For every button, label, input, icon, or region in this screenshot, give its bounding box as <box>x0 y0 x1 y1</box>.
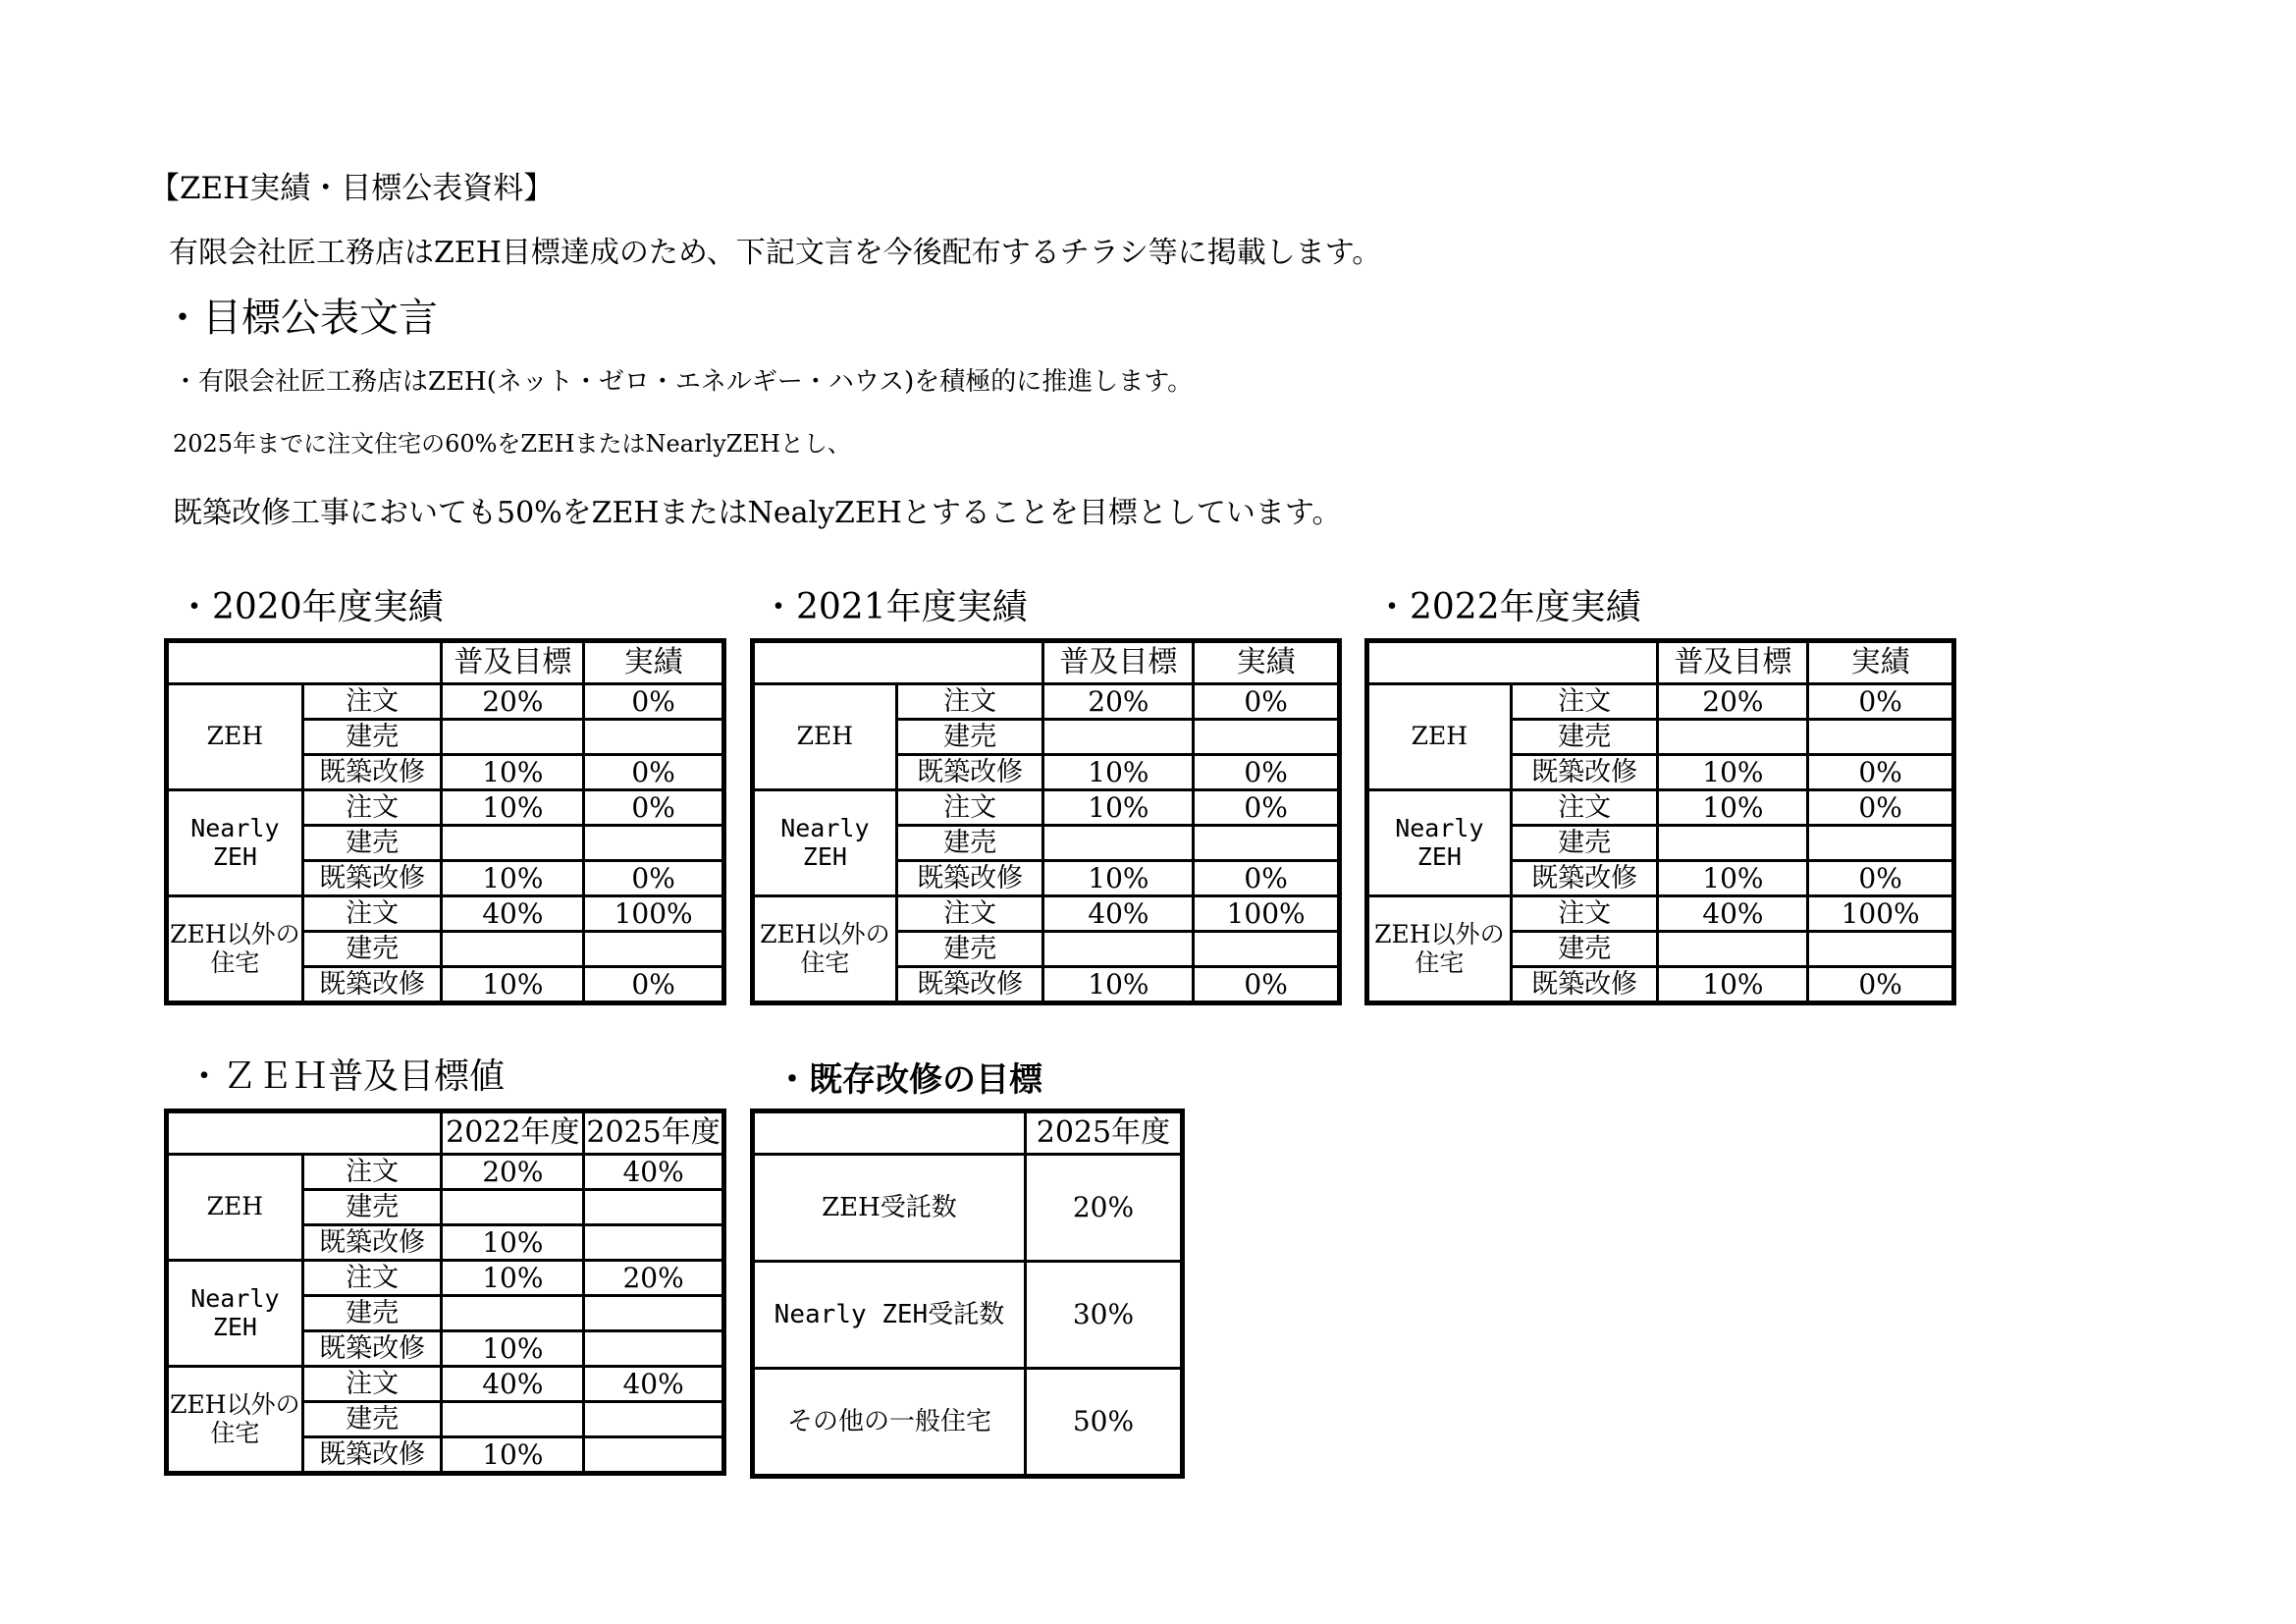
actual-cell <box>1194 826 1340 861</box>
row-type: 建売 <box>896 932 1043 967</box>
target-cell: 10% <box>442 790 584 826</box>
target-cell: 10% <box>1043 967 1194 1003</box>
actual-cell: 0% <box>1808 755 1954 790</box>
actual-cell: 0% <box>1194 684 1340 720</box>
row-type: 既築改修 <box>302 755 442 790</box>
row-label: Nearly ZEH受託数 <box>753 1262 1026 1369</box>
header-col-1: 2022年度 <box>442 1111 584 1155</box>
actual-cell: 0% <box>1808 967 1954 1003</box>
target-cell: 10% <box>1658 861 1808 896</box>
actual-cell: 40% <box>584 1367 724 1402</box>
row-value: 50% <box>1025 1369 1182 1477</box>
row-type: 建売 <box>302 826 442 861</box>
row-type: 既築改修 <box>896 755 1043 790</box>
target-cell: 10% <box>442 1331 584 1367</box>
row-type: 注文 <box>1511 790 1658 826</box>
row-type: 既築改修 <box>1511 861 1658 896</box>
goal-line-1: ・有限会社匠工務店はZEH(ネット・ゼロ・エネルギー・ハウス)を積極的に推進します。 <box>173 367 1194 397</box>
row-type: 既築改修 <box>896 861 1043 896</box>
actual-cell <box>1808 826 1954 861</box>
target-cell: 10% <box>1043 790 1194 826</box>
header-col-2: 実績 <box>584 641 724 684</box>
table-row <box>753 896 1340 932</box>
row-type: 建売 <box>302 720 442 755</box>
header-blank <box>167 641 442 684</box>
actual-cell <box>584 932 724 967</box>
document-title: 【ZEH実績・目標公表資料】 <box>149 171 555 206</box>
row-type: 建売 <box>1511 720 1658 755</box>
results-table-2022 <box>1364 638 1956 1005</box>
target-cell: 10% <box>1658 790 1808 826</box>
table-row <box>167 684 724 720</box>
target-cell: 40% <box>442 1367 584 1402</box>
group-label: ZEH以外の 住宅 <box>753 896 897 1003</box>
table-row <box>1367 896 1954 932</box>
table-row <box>1367 790 1954 826</box>
row-label: ZEH受託数 <box>753 1155 1026 1262</box>
row-type: 注文 <box>302 1367 442 1402</box>
actual-cell: 100% <box>1194 896 1340 932</box>
header-col-2: 実績 <box>1194 641 1340 684</box>
actual-cell: 0% <box>584 861 724 896</box>
row-type: 建売 <box>302 1402 442 1437</box>
goal-line-3: 既築改修工事においても50%をZEHまたはNealyZEHとすることを目標としています。 <box>173 496 1342 530</box>
table-row <box>753 1111 1183 1155</box>
actual-cell: 100% <box>1808 896 1954 932</box>
target-cell: 20% <box>1658 684 1808 720</box>
group-label: ZEH <box>167 1155 303 1261</box>
row-type: 既築改修 <box>896 967 1043 1003</box>
row-type: 既築改修 <box>302 1331 442 1367</box>
table-row <box>753 684 1340 720</box>
actual-cell <box>584 1331 724 1367</box>
actual-cell: 0% <box>1194 967 1340 1003</box>
row-type: 建売 <box>896 826 1043 861</box>
actual-cell <box>584 826 724 861</box>
group-label: Nearly ZEH <box>167 790 303 896</box>
actual-cell <box>584 1190 724 1225</box>
row-type: 建売 <box>302 1190 442 1225</box>
group-label: ZEH <box>753 684 897 790</box>
target-table-title: ・ＺＥＨ普及目標値 <box>187 1056 506 1097</box>
group-label: ZEH以外の 住宅 <box>167 1367 303 1474</box>
results-table-2021 <box>750 638 1342 1005</box>
table-header-row <box>167 1111 724 1155</box>
group-label: ZEH <box>167 684 303 790</box>
row-value: 30% <box>1025 1262 1182 1369</box>
header-blank <box>753 641 1043 684</box>
actual-cell: 0% <box>584 967 724 1003</box>
table-row <box>167 1155 724 1190</box>
target-cell: 10% <box>442 967 584 1003</box>
renovation-table-title: ・既存改修の目標 <box>775 1060 1042 1100</box>
results-2022-title: ・2022年度実績 <box>1374 587 1641 627</box>
actual-cell <box>1194 932 1340 967</box>
table-row <box>753 1262 1183 1369</box>
header-2025: 2025年度 <box>1025 1111 1182 1155</box>
target-cell: 40% <box>1658 896 1808 932</box>
target-cell <box>1043 720 1194 755</box>
target-cell: 10% <box>1658 967 1808 1003</box>
group-label: Nearly ZEH <box>1367 790 1512 896</box>
row-type: 建売 <box>302 1296 442 1331</box>
header-col-2: 実績 <box>1808 641 1954 684</box>
row-type: 建売 <box>896 720 1043 755</box>
target-cell <box>1658 826 1808 861</box>
target-cell: 10% <box>442 1261 584 1296</box>
actual-cell: 100% <box>584 896 724 932</box>
header-blank <box>167 1111 442 1155</box>
actual-cell: 0% <box>584 790 724 826</box>
actual-cell: 0% <box>1194 861 1340 896</box>
actual-cell: 0% <box>1808 861 1954 896</box>
header-col-1: 普及目標 <box>1658 641 1808 684</box>
table-row <box>753 790 1340 826</box>
group-label: Nearly ZEH <box>167 1261 303 1367</box>
actual-cell: 0% <box>584 684 724 720</box>
results-2021-title: ・2021年度実績 <box>761 587 1028 627</box>
actual-cell <box>584 720 724 755</box>
actual-cell <box>1808 720 1954 755</box>
group-label: ZEH <box>1367 684 1512 790</box>
group-label: ZEH以外の 住宅 <box>167 896 303 1003</box>
row-type: 注文 <box>896 896 1043 932</box>
target-cell <box>442 1190 584 1225</box>
row-type: 注文 <box>302 1155 442 1190</box>
actual-cell <box>1808 932 1954 967</box>
header-blank <box>1367 641 1658 684</box>
row-type: 既築改修 <box>302 1437 442 1474</box>
table-header-row <box>167 641 724 684</box>
intro-text: 有限会社匠工務店はZEH目標達成のため、下記文言を今後配布するチラシ等に掲載します。 <box>169 236 1382 270</box>
target-cell: 20% <box>442 684 584 720</box>
group-label: Nearly ZEH <box>753 790 897 896</box>
target-cell: 10% <box>442 1437 584 1474</box>
results-table-2020 <box>164 638 726 1005</box>
target-cell <box>442 826 584 861</box>
target-cell: 20% <box>1043 684 1194 720</box>
row-type: 注文 <box>1511 684 1658 720</box>
row-type: 既築改修 <box>302 1225 442 1261</box>
actual-cell: 0% <box>1808 790 1954 826</box>
table-row <box>167 1367 724 1402</box>
target-cell <box>442 932 584 967</box>
target-cell <box>1658 720 1808 755</box>
actual-cell <box>584 1437 724 1474</box>
goal-heading: ・目標公表文言 <box>163 296 438 341</box>
row-type: 注文 <box>896 684 1043 720</box>
header-col-1: 普及目標 <box>442 641 584 684</box>
target-cell <box>1043 826 1194 861</box>
target-cell: 40% <box>442 896 584 932</box>
table-row <box>167 790 724 826</box>
renovation-table <box>750 1109 1185 1479</box>
target-cell: 10% <box>442 861 584 896</box>
target-cell: 10% <box>1043 861 1194 896</box>
group-label: ZEH以外の 住宅 <box>1367 896 1512 1003</box>
actual-cell <box>1194 720 1340 755</box>
target-cell: 10% <box>442 755 584 790</box>
row-type: 既築改修 <box>302 967 442 1003</box>
table-row <box>753 1369 1183 1477</box>
row-label: その他の一般住宅 <box>753 1369 1026 1477</box>
target-cell <box>1043 932 1194 967</box>
target-cell <box>1658 932 1808 967</box>
target-cell <box>442 1296 584 1331</box>
actual-cell: 40% <box>584 1155 724 1190</box>
target-cell: 10% <box>442 1225 584 1261</box>
row-type: 建売 <box>1511 932 1658 967</box>
row-type: 注文 <box>1511 896 1658 932</box>
actual-cell: 0% <box>1194 755 1340 790</box>
target-cell: 40% <box>1043 896 1194 932</box>
row-type: 注文 <box>302 896 442 932</box>
row-type: 建売 <box>1511 826 1658 861</box>
header-blank <box>753 1111 1026 1155</box>
target-values-table <box>164 1109 726 1476</box>
goal-line-2: 2025年までに注文住宅の60%をZEHまたはNearlyZEHとし、 <box>173 430 851 458</box>
row-type: 既築改修 <box>302 861 442 896</box>
row-type: 既築改修 <box>1511 967 1658 1003</box>
actual-cell <box>584 1225 724 1261</box>
header-col-1: 普及目標 <box>1043 641 1194 684</box>
table-header-row <box>753 641 1340 684</box>
row-type: 注文 <box>896 790 1043 826</box>
target-cell: 20% <box>442 1155 584 1190</box>
table-header-row <box>1367 641 1954 684</box>
row-type: 注文 <box>302 790 442 826</box>
table-row <box>167 896 724 932</box>
row-value: 20% <box>1025 1155 1182 1262</box>
actual-cell <box>584 1402 724 1437</box>
row-type: 既築改修 <box>1511 755 1658 790</box>
actual-cell: 0% <box>1194 790 1340 826</box>
actual-cell <box>584 1296 724 1331</box>
target-cell <box>442 720 584 755</box>
table-row <box>167 1261 724 1296</box>
actual-cell: 0% <box>1808 684 1954 720</box>
target-cell <box>442 1402 584 1437</box>
actual-cell: 0% <box>584 755 724 790</box>
actual-cell: 20% <box>584 1261 724 1296</box>
row-type: 建売 <box>302 932 442 967</box>
target-cell: 10% <box>1658 755 1808 790</box>
row-type: 注文 <box>302 1261 442 1296</box>
results-2020-title: ・2020年度実績 <box>177 587 444 627</box>
table-row <box>753 1155 1183 1262</box>
target-cell: 10% <box>1043 755 1194 790</box>
table-row <box>1367 684 1954 720</box>
header-col-2: 2025年度 <box>584 1111 724 1155</box>
row-type: 注文 <box>302 684 442 720</box>
